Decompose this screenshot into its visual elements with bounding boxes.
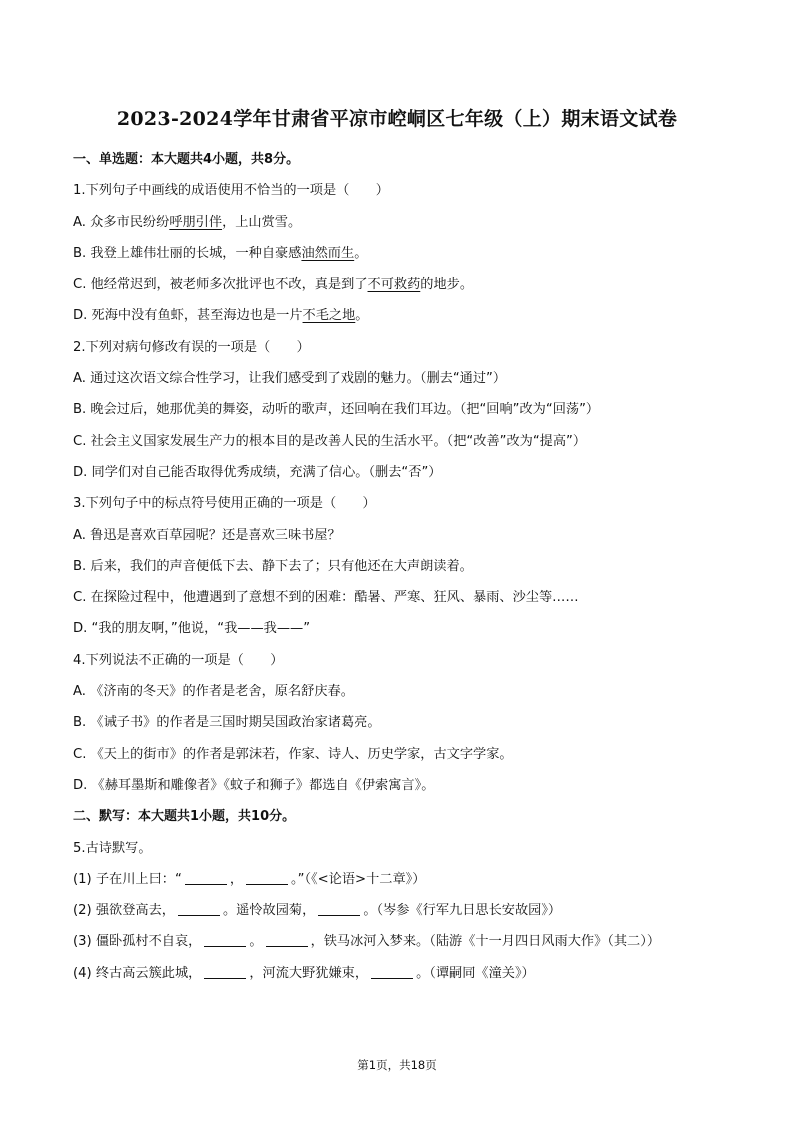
page-footer: 第1页，共18页 [357,1058,437,1072]
question-2-option-d: D. 同学们对自己能否取得优秀成绩，充满了信心。（删去“否”） [73,464,442,480]
question-1-option-a [73,207,733,238]
question-2-option-b: B. 晚会过后，她那优美的舞姿，动听的歌声，还回响在我们耳边。（把“回响”改为“回荡”） [73,402,600,418]
question-1-option-c [73,269,733,300]
question-5-line-2 [73,895,733,926]
section-heading-dictation [73,801,733,832]
section-label: 二、默写： [73,809,139,825]
question-2-option-c: C. 社会主义国家发展生产力的根本目的是改善人民的生活水平。（把“改善”改为“提高”） [73,433,587,449]
question-5-line-4 [73,958,733,989]
poem-text: ，河流大野犹嫌束， [249,965,369,981]
underlined-idiom: 不毛之地 [302,308,356,324]
question-4-option-a: A. 《济南的冬天》的作者是老舍，原名舒庆春。 [73,684,354,700]
option-text: D. 死海中没有鱼虾，甚至海边也是一片 [73,308,303,324]
question-3-option-d: D. “我的朋友啊，”他说，“我——我——” [73,621,311,637]
question-2-stem: 2.下列对病句修改有误的一项是（ ） [73,339,310,355]
question-1-stem: 1.下列句子中画线的成语使用不恰当的一项是（ ） [73,183,389,199]
answer-blank [371,964,413,979]
poem-text: (3) 僵卧孤村不自哀， [73,934,202,950]
poem-text: 。遥怜故园菊， [223,903,316,919]
poem-text: 。（岑参《行军九日思长安故园》） [363,903,562,919]
poem-text: (2) 强欲登高去， [73,903,175,919]
poem-text: 。”（《<论语>十二章》） [291,871,426,887]
poem-text: (4) 终古高云簇此城， [73,965,202,981]
section-description: 本大题共4小题，共8分。 [151,152,300,167]
option-text: B. 我登上雄伟壮丽的长城，一种自豪感 [73,245,302,261]
option-text: A. 众多市民纷纷 [73,214,170,230]
underlined-idiom: 油然而生 [301,245,355,261]
poem-text: 。 [249,934,263,950]
question-3-option-c: C. 在探险过程中，他遭遇到了意想不到的困难：酷暑、严寒、狂风、暴雨、沙尘等…… [73,590,579,606]
answer-blank [204,964,246,979]
poem-text: ，铁马冰河入梦来。（陆游《十一月四日风雨大作》（其二）） [310,934,661,950]
question-1-option-d [73,300,733,331]
underlined-idiom: 呼朋引伴 [169,214,223,230]
question-2-option-a: A. 通过这次语文综合性学习，让我们感受到了戏剧的魅力。（删去“通过”） [73,371,507,387]
option-text: 。 [354,245,368,261]
question-5-line-1 [73,864,733,895]
option-text: ，上山赏雪。 [222,214,302,230]
section-label: 一、单选题： [73,152,152,167]
question-1-option-b [73,238,733,269]
answer-blank [178,901,220,916]
question-3-stem: 3.下列句子中的标点符号使用正确的一项是（ ） [73,496,376,512]
section-description: 本大题共1小题，共10分。 [138,809,296,825]
question-3-option-a: A. 鲁迅是喜欢百草园呢？还是喜欢三味书屋？ [73,527,341,543]
poem-text: (1) 子在川上曰：“ [73,871,182,887]
question-3-option-b: B. 后来，我们的声音便低下去、静下去了；只有他还在大声朗读着。 [73,558,473,574]
exam-content [73,144,733,989]
underlined-idiom: 不可救药 [367,277,421,293]
poem-text: 。（谭嗣同《潼关》） [416,965,535,981]
answer-blank [318,901,360,916]
poem-text: ， [229,871,244,887]
answer-blank [246,870,288,885]
option-text: 的地步。 [420,277,474,293]
option-text: 。 [355,308,369,324]
answer-blank [185,870,227,885]
page-title: 2023-2024学年甘肃省平凉市崆峒区七年级（上）期末语文试卷 [116,108,678,130]
answer-blank [266,932,308,947]
question-4-stem: 4.下列说法不正确的一项是（ ） [73,652,284,668]
question-5-stem: 5.古诗默写。 [73,840,152,856]
question-4-option-d: D. 《赫耳墨斯和雕像者》《蚊子和狮子》都选自《伊索寓言》。 [73,777,435,793]
answer-blank [204,932,246,947]
question-4-option-b: B. 《诫子书》的作者是三国时期吴国政治家诸葛亮。 [73,715,381,731]
option-text: C. 他经常迟到，被老师多次批评也不改，真是到了 [73,277,368,293]
question-5-line-3 [73,926,733,957]
section-heading-single-choice [73,144,733,175]
question-4-option-c: C. 《天上的街市》的作者是郭沫若，作家、诗人、历史学家，古文字学家。 [73,746,513,762]
